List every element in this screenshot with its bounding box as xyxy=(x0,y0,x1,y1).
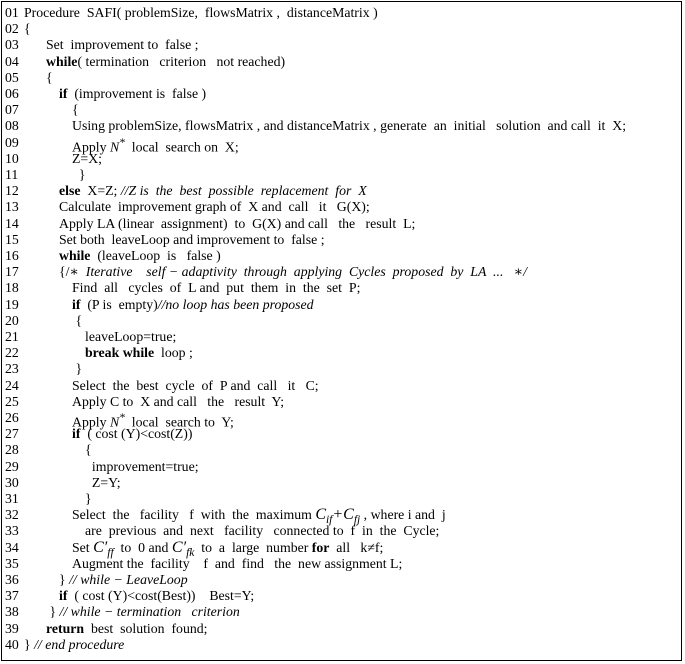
line-number: 29 xyxy=(5,458,19,474)
comment: // while − termination criterion xyxy=(59,604,240,620)
code-token: } xyxy=(24,636,35,652)
code-token: } xyxy=(72,361,83,377)
code-text xyxy=(72,311,82,331)
line-number: 18 xyxy=(5,280,19,296)
code-text xyxy=(72,295,314,315)
line-number: 35 xyxy=(5,555,19,571)
code-token: (improvement is false ) xyxy=(67,86,207,101)
code-token: * xyxy=(119,136,125,149)
code-token: Z=Y; xyxy=(85,474,121,490)
line-number: 10 xyxy=(5,150,19,166)
code-token: Calculate improvement graph of X and call it G(X); xyxy=(59,199,370,215)
code-token: Find all cycles of L and put them in the set P; xyxy=(72,280,361,296)
code-token: are previous and next facility connected to f in the Cycle; xyxy=(85,523,440,539)
line-number: 06 xyxy=(5,86,19,101)
code-token: X=Z; xyxy=(80,183,121,199)
line-number: 12 xyxy=(5,183,19,199)
code-token: { xyxy=(24,21,31,37)
line-number: 03 xyxy=(5,37,19,53)
code-token: fk xyxy=(186,546,195,559)
line-number: 17 xyxy=(5,264,19,280)
line-number: 28 xyxy=(5,442,19,458)
comment: //no loop has been proposed xyxy=(157,296,314,312)
comment: // while − LeaveLoop xyxy=(69,572,188,587)
code-token: best solution found; xyxy=(84,620,208,636)
line-number: 40 xyxy=(5,636,19,652)
code-token: if xyxy=(325,513,333,526)
code-token: Z=X; xyxy=(72,150,103,166)
code-token: , where i and j xyxy=(360,507,446,523)
line-number: 11 xyxy=(5,167,19,182)
line-number: 36 xyxy=(5,572,19,587)
comment: ∗ Iterative self − adaptivity through applying Cycles proposed by LA ... ∗/ xyxy=(69,264,527,280)
keyword: if xyxy=(72,296,81,312)
line-number: 27 xyxy=(5,426,19,442)
code-token: { xyxy=(46,69,53,85)
code-token: C′ xyxy=(171,538,187,556)
code-token: { xyxy=(72,312,83,328)
code-token: Procedure SAFI( problemSize, flowsMatrix , distanceMatrix ) xyxy=(24,5,378,20)
code-token: C′ xyxy=(93,538,108,556)
code-token: { xyxy=(72,102,79,118)
line-number: 33 xyxy=(5,523,19,539)
code-token: ( termination criterion not reached) xyxy=(77,53,286,69)
line-number: 30 xyxy=(5,474,19,490)
keyword: return xyxy=(46,620,85,636)
line-number: 13 xyxy=(5,199,19,215)
line-number: 38 xyxy=(5,604,19,620)
code-token: leaveLoop=true; xyxy=(85,329,177,344)
code-token: Augment the facility f and find the new assignment L; xyxy=(72,555,403,571)
code-token: Select the facility f with the maximum xyxy=(72,507,316,523)
code-token: ( cost (Y)<cost(Best)) Best=Y; xyxy=(67,588,255,604)
line-number: 14 xyxy=(5,215,19,231)
line-number: 23 xyxy=(5,361,19,377)
code-token: all k≠f; xyxy=(329,539,384,555)
code-token: local search on X; xyxy=(124,139,239,155)
code-token: } xyxy=(72,167,86,182)
line-number: 26 xyxy=(5,410,19,425)
code-token: { xyxy=(85,442,92,458)
keyword: else xyxy=(59,183,81,199)
comment: // end procedure xyxy=(34,636,125,652)
line-number: 25 xyxy=(5,393,19,409)
code-token: C xyxy=(315,506,326,524)
code-text xyxy=(24,19,31,39)
keyword: if xyxy=(59,588,68,604)
line-number: 09 xyxy=(5,134,19,150)
line-number: 22 xyxy=(5,345,19,361)
code-token: ( cost (Y)<cost(Z)) xyxy=(80,426,193,442)
line-number: 24 xyxy=(5,377,19,393)
code-token: Set xyxy=(72,539,94,555)
keyword: for xyxy=(311,539,330,555)
line-number: 02 xyxy=(5,21,19,37)
line-number: 07 xyxy=(5,102,19,118)
line-number: 32 xyxy=(5,507,19,523)
code-token: Set improvement to false ; xyxy=(46,37,199,53)
code-token: to 0 and xyxy=(113,539,172,555)
code-text xyxy=(46,52,285,72)
code-token: {/ xyxy=(59,264,70,280)
code-token: local search to Y; xyxy=(124,414,234,430)
line-number: 39 xyxy=(5,620,19,636)
code-token: Apply xyxy=(72,414,110,430)
code-token: Apply xyxy=(72,139,110,155)
code-token: N xyxy=(109,139,120,155)
code-token: + xyxy=(332,506,344,524)
code-token: Apply C to X and call the result Y; xyxy=(72,393,285,409)
code-token: C xyxy=(343,506,354,524)
code-token: Apply LA (linear assignment) to G(X) and call the result L; xyxy=(59,215,416,231)
code-token: Select the best cycle of P and call it C; xyxy=(72,377,319,393)
keyword: if xyxy=(59,86,68,101)
code-token: N xyxy=(109,414,120,430)
code-token: Using problemSize, flowsMatrix , and distanceMatrix , generate an initial solution and call it X; xyxy=(72,118,627,134)
line-number: 01 xyxy=(5,5,19,20)
keyword: if xyxy=(72,426,81,442)
code-token: improvement=true; xyxy=(85,458,199,474)
code-text xyxy=(85,343,193,363)
code-token: fj xyxy=(353,513,361,526)
line-number: 04 xyxy=(5,53,19,69)
line-number: 16 xyxy=(5,248,19,263)
line-number: 08 xyxy=(5,118,19,134)
line-number: 15 xyxy=(5,231,19,247)
comment: //Z is the best possible replacement for X xyxy=(120,183,367,199)
code-token: (P is empty) xyxy=(80,296,158,312)
algorithm-box xyxy=(1,1,682,661)
code-token: } xyxy=(46,604,60,620)
line-number: 31 xyxy=(5,491,19,506)
code-token: } xyxy=(85,491,92,506)
code-token: Set both leaveLoop and improvement to false ; xyxy=(59,231,325,247)
line-number: 37 xyxy=(5,588,19,604)
line-number: 20 xyxy=(5,312,19,328)
line-number: 05 xyxy=(5,69,19,85)
keyword: break while xyxy=(85,345,155,361)
code-token: to a large number xyxy=(194,539,312,555)
code-token: } xyxy=(59,572,70,587)
line-number: 19 xyxy=(5,296,19,312)
code-text xyxy=(59,84,206,104)
code-token: loop ; xyxy=(154,345,193,361)
code-token: * xyxy=(119,412,125,424)
line-number: 34 xyxy=(5,539,19,555)
code-text xyxy=(46,68,53,88)
code-token: (leaveLoop is false ) xyxy=(90,248,221,263)
code-token: ff xyxy=(107,546,114,559)
code-text xyxy=(24,635,124,655)
code-text xyxy=(24,3,378,23)
keyword: while xyxy=(46,53,78,69)
keyword: while xyxy=(59,248,91,263)
line-number: 21 xyxy=(5,329,19,344)
